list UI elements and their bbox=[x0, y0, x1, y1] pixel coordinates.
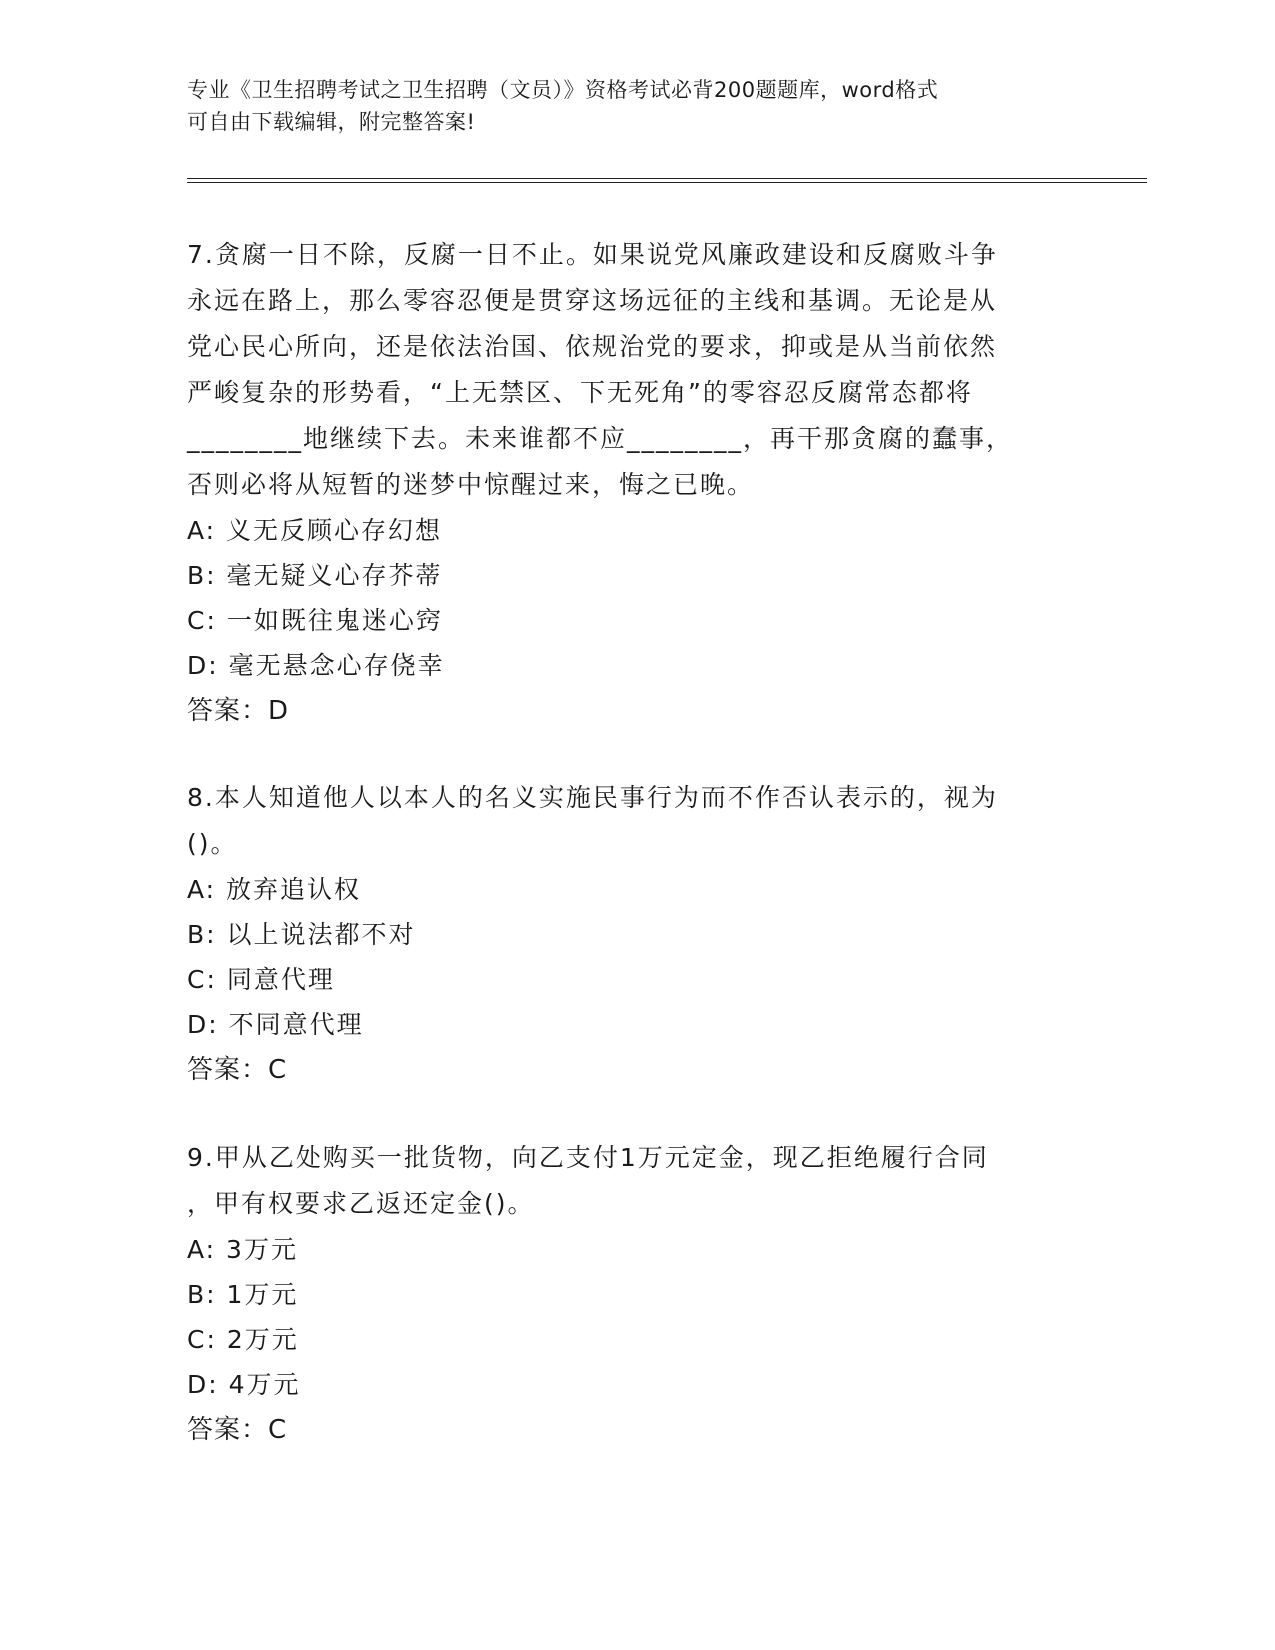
question-7-stem-line-1: 7.贪腐一日不除，反腐一日不止。如果说党风廉政建设和反腐败斗争 bbox=[187, 240, 998, 269]
question-7-stem-line-5: ________地继续下去。未来谁都不应________，再干那贪腐的蠢事， bbox=[187, 424, 1014, 453]
question-7-stem-line-3: 党心民心所向，还是依法治国、依规治党的要求，抑或是从当前依然 bbox=[187, 332, 998, 361]
question-7-stem-line-6: 否则必将从短暂的迷梦中惊醒过来，悔之已晚。 bbox=[187, 470, 755, 499]
question-9 bbox=[187, 1135, 1067, 1453]
header-divider bbox=[187, 178, 1147, 183]
question-9-stem-line-2: ，甲有权要求乙返还定金()。 bbox=[187, 1189, 535, 1218]
question-8-stem-line-2: ()。 bbox=[187, 829, 238, 858]
question-8-option-a: A: 放弃追认权 bbox=[187, 875, 362, 904]
question-8-stem-line-1: 8.本人知道他人以本人的名义实施民事行为而不作否认表示的，视为 bbox=[187, 783, 998, 812]
header-title-line-1: 专业《卫生招聘考试之卫生招聘（文员）》资格考试必背200题题库，word格式 bbox=[187, 78, 939, 102]
question-9-option-a: A: 3万元 bbox=[187, 1235, 298, 1264]
question-7-stem-line-2: 永远在路上，那么零容忍便是贯穿这场远征的主线和基调。无论是从 bbox=[187, 286, 998, 315]
question-9-answer: 答案：C bbox=[187, 1415, 288, 1445]
question-9-option-b: B: 1万元 bbox=[187, 1280, 299, 1309]
question-8-option-d: D: 不同意代理 bbox=[187, 1010, 364, 1039]
question-7-answer: 答案：D bbox=[187, 696, 290, 726]
question-8-option-b: B: 以上说法都不对 bbox=[187, 920, 416, 949]
question-7 bbox=[187, 232, 1067, 734]
question-7-option-b: B: 毫无疑义心存芥蒂 bbox=[187, 561, 443, 590]
document-header bbox=[187, 74, 1067, 138]
question-8 bbox=[187, 775, 1067, 1093]
question-7-option-a: A: 义无反顾心存幻想 bbox=[187, 516, 443, 545]
question-9-option-d: D: 4万元 bbox=[187, 1370, 301, 1399]
question-8-option-c: C: 同意代理 bbox=[187, 965, 335, 994]
header-title-line-2: 可自由下载编辑，附完整答案! bbox=[187, 110, 476, 134]
question-9-stem-line-1: 9.甲从乙处购买一批货物，向乙支付1万元定金，现乙拒绝履行合同 bbox=[187, 1143, 989, 1172]
question-7-stem-line-4: 严峻复杂的形势看，“上无禁区、下无死角”的零容忍反腐常态都将 bbox=[187, 378, 973, 407]
question-8-answer: 答案：C bbox=[187, 1055, 288, 1085]
question-7-option-d: D: 毫无悬念心存侥幸 bbox=[187, 651, 445, 680]
question-9-option-c: C: 2万元 bbox=[187, 1325, 299, 1354]
question-7-option-c: C: 一如既往鬼迷心窍 bbox=[187, 606, 443, 635]
